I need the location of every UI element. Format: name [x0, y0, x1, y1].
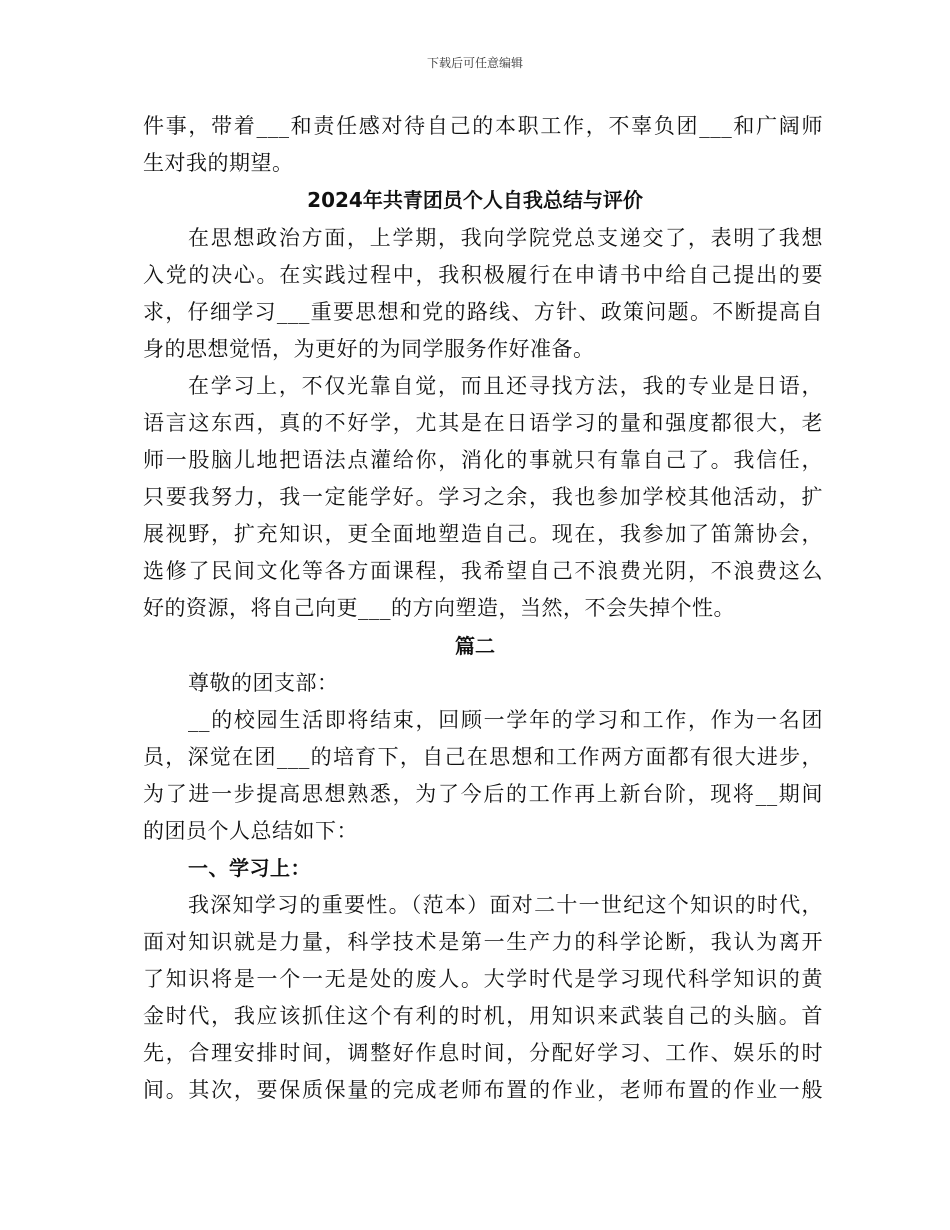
paragraph-line: __的校园生活即将结束，回顾一学年的学习和工作，作为一名团	[188, 708, 823, 732]
page-header: 下载后可任意编辑	[426, 56, 523, 70]
paragraph-line: 面对知识就是力量，科学技术是第一生产力的科学论断，我认为离开	[143, 930, 823, 954]
paragraph-line: 入党的决心。在实践过程中，我积极履行在申请书中给自己提出的要	[143, 263, 823, 287]
paragraph-line: 为了进一步提高思想熟悉，为了今后的工作再上新台阶，现将__期间	[143, 782, 823, 806]
paragraph-line: 员，深觉在团___的培育下，自己在思想和工作两方面都有很大进步，	[143, 745, 823, 769]
paragraph-line: 的团员个人总结如下：	[143, 819, 358, 843]
document-title: 2024年共青团员个人自我总结与评价	[307, 188, 643, 212]
paragraph-line: 生对我的期望。	[143, 151, 294, 175]
salutation: 尊敬的团支部：	[188, 671, 339, 695]
section-title: 篇二	[455, 634, 495, 658]
paragraph-line: 选修了民间文化等各方面课程，我希望自己不浪费光阴，不浪费这么	[143, 559, 823, 583]
paragraph-line: 在学习上，不仅光靠自觉，而且还寻找方法，我的专业是日语，	[188, 374, 823, 398]
section-heading: 一、学习上：	[188, 856, 311, 880]
paragraph-line: 件事，带着___和责任感对待自己的本职工作，不辜负团___和广阔师	[143, 114, 823, 138]
paragraph-line: 我深知学习的重要性。（范本）面对二十一世纪这个知识的时代，	[188, 893, 823, 917]
paragraph-line: 求，仔细学习___重要思想和党的路线、方针、政策问题。不断提高自	[143, 300, 823, 324]
paragraph-line: 身的思想觉悟，为更好的为同学服务作好准备。	[143, 337, 595, 361]
paragraph-line: 先，合理安排时间，调整好作息时间，分配好学习、工作、娱乐的时	[143, 1041, 823, 1065]
paragraph-line: 金时代，我应该抓住这个有利的时机，用知识来武装自己的头脑。首	[143, 1004, 823, 1028]
paragraph-line: 只要我努力，我一定能学好。学习之余，我也参加学校其他活动，扩	[143, 485, 823, 509]
paragraph-line: 了知识将是一个一无是处的废人。大学时代是学习现代科学知识的黄	[143, 967, 823, 991]
paragraph-line: 好的资源，将自己向更___的方向塑造，当然，不会失掉个性。	[143, 596, 735, 620]
paragraph-line: 师一股脑儿地把语法点灌给你，消化的事就只有靠自己了。我信任，	[143, 448, 823, 472]
paragraph-line: 间。其次，要保质保量的完成老师布置的作业，老师布置的作业一般	[143, 1078, 823, 1102]
paragraph-line: 展视野，扩充知识，更全面地塑造自己。现在，我参加了笛箫协会，	[143, 522, 823, 546]
paragraph-line: 语言这东西，真的不好学，尤其是在日语学习的量和强度都很大，老	[143, 411, 823, 435]
paragraph-line: 在思想政治方面，上学期，我向学院党总支递交了，表明了我想	[188, 226, 823, 250]
